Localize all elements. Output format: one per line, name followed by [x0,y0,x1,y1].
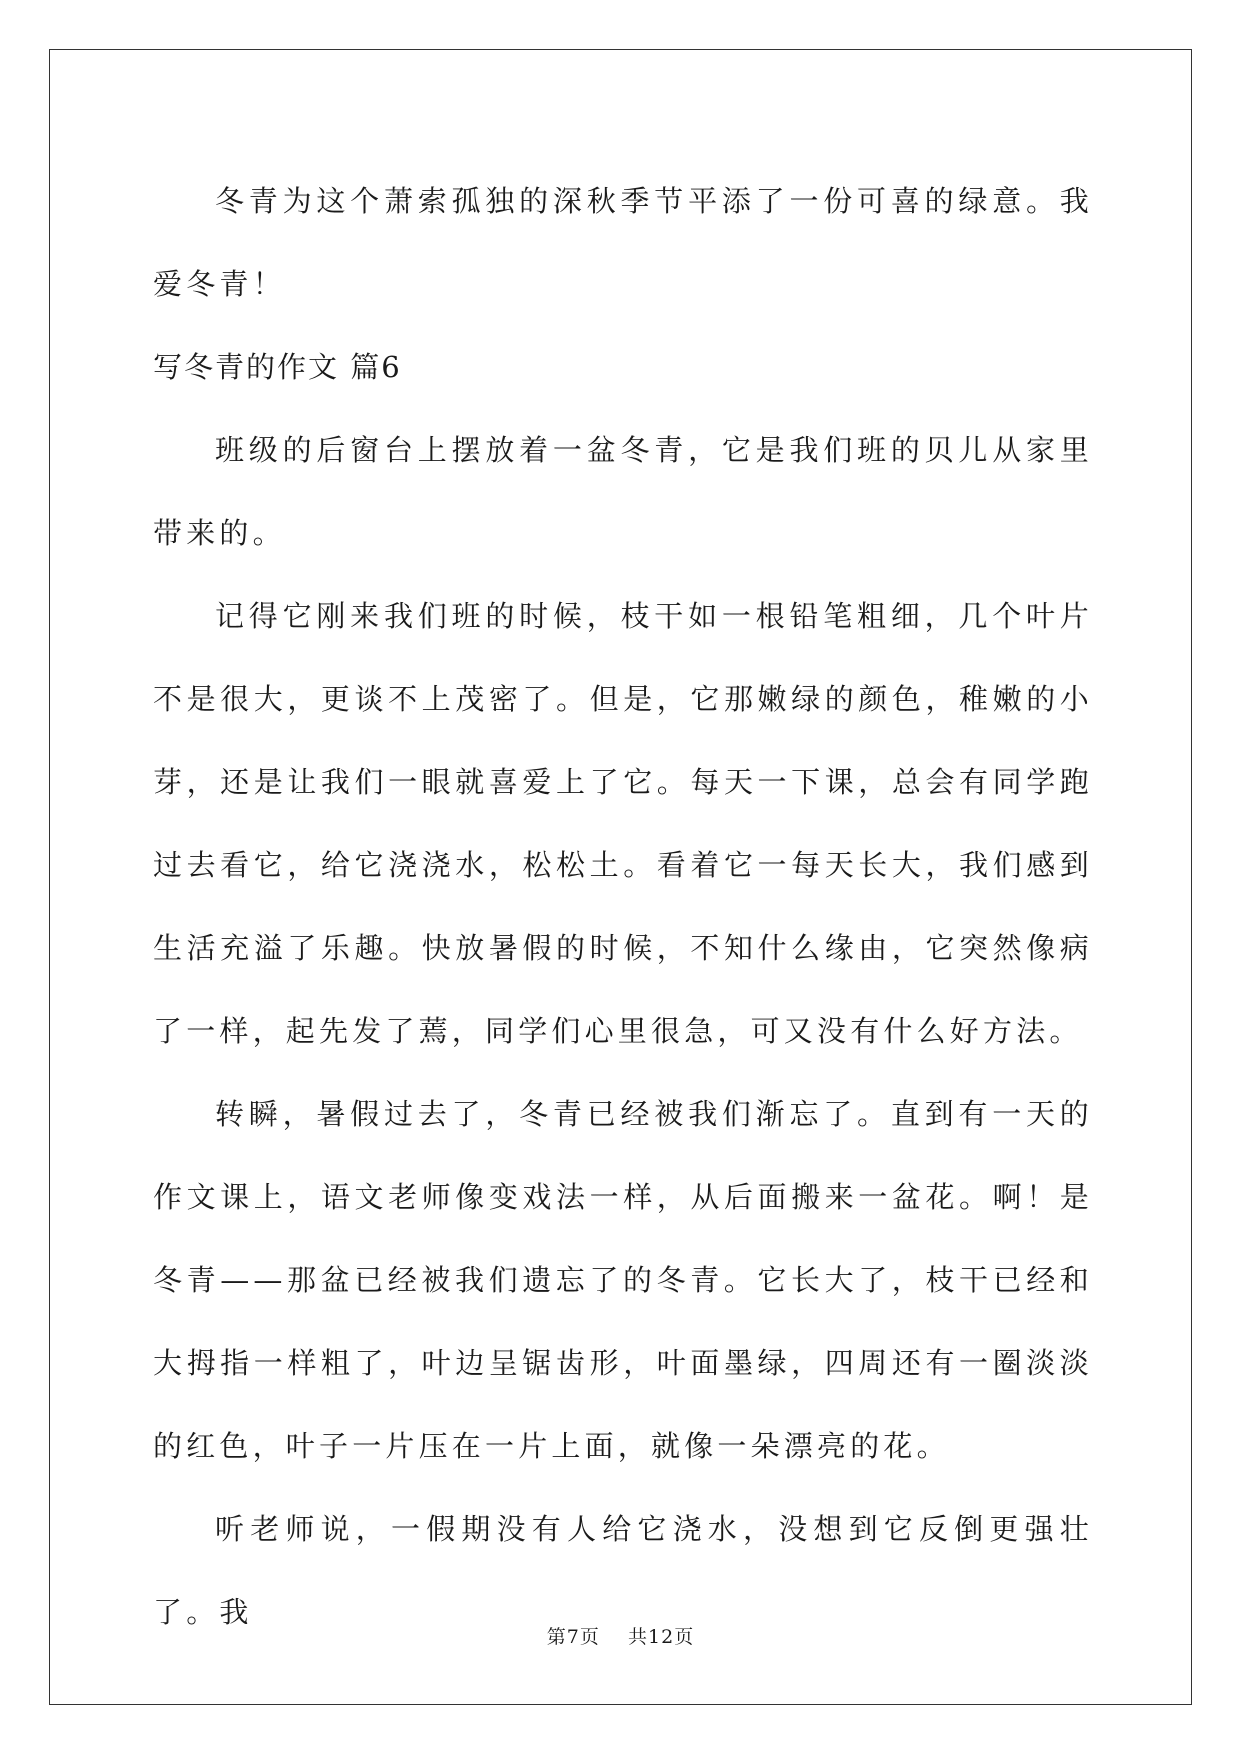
document-body [153,160,1093,1654]
page-footer [0,1622,1241,1649]
paragraph: 记得它刚来我们班的时候，枝干如一根铅笔粗细，几个叶片不是很大，更谈不上茂密了。但是，它那嫩绿的颜色，稚嫩的小芽，还是让我们一眼就喜爱上了它。每天一下课，总会有同学跑过去看它，给它浇浇水，松松土。看着它一每天长大，我们感到生活充溢了乐趣。快放暑假的时候，不知什么缘由，它突然像病了一样，起先发了蔫，同学们心里很急，可又没有什么好方法。 [153,599,1093,1048]
page-total: 共12页 [628,1626,695,1648]
paragraph: 冬青为这个萧索孤独的深秋季节平添了一份可喜的绿意。我爱冬青！ [153,184,1093,301]
paragraph: 听老师说，一假期没有人给它浇水，没想到它反倒更强壮了。我 [153,1512,1093,1629]
page-number: 第7页 [546,1626,600,1648]
paragraph: 转瞬，暑假过去了，冬青已经被我们渐忘了。直到有一天的作文课上，语文老师像变戏法一样，从后面搬来一盆花。啊！是冬青——那盆已经被我们遗忘了的冬青。它长大了，枝干已经和大拇指一样粗了，叶边呈锯齿形，叶面墨绿，四周还有一圈淡淡的红色，叶子一片压在一片上面，就像一朵漂亮的花。 [153,1097,1093,1463]
section-heading: 写冬青的作文 篇6 [153,350,402,384]
paragraph: 班级的后窗台上摆放着一盆冬青，它是我们班的贝儿从家里带来的。 [153,433,1093,550]
